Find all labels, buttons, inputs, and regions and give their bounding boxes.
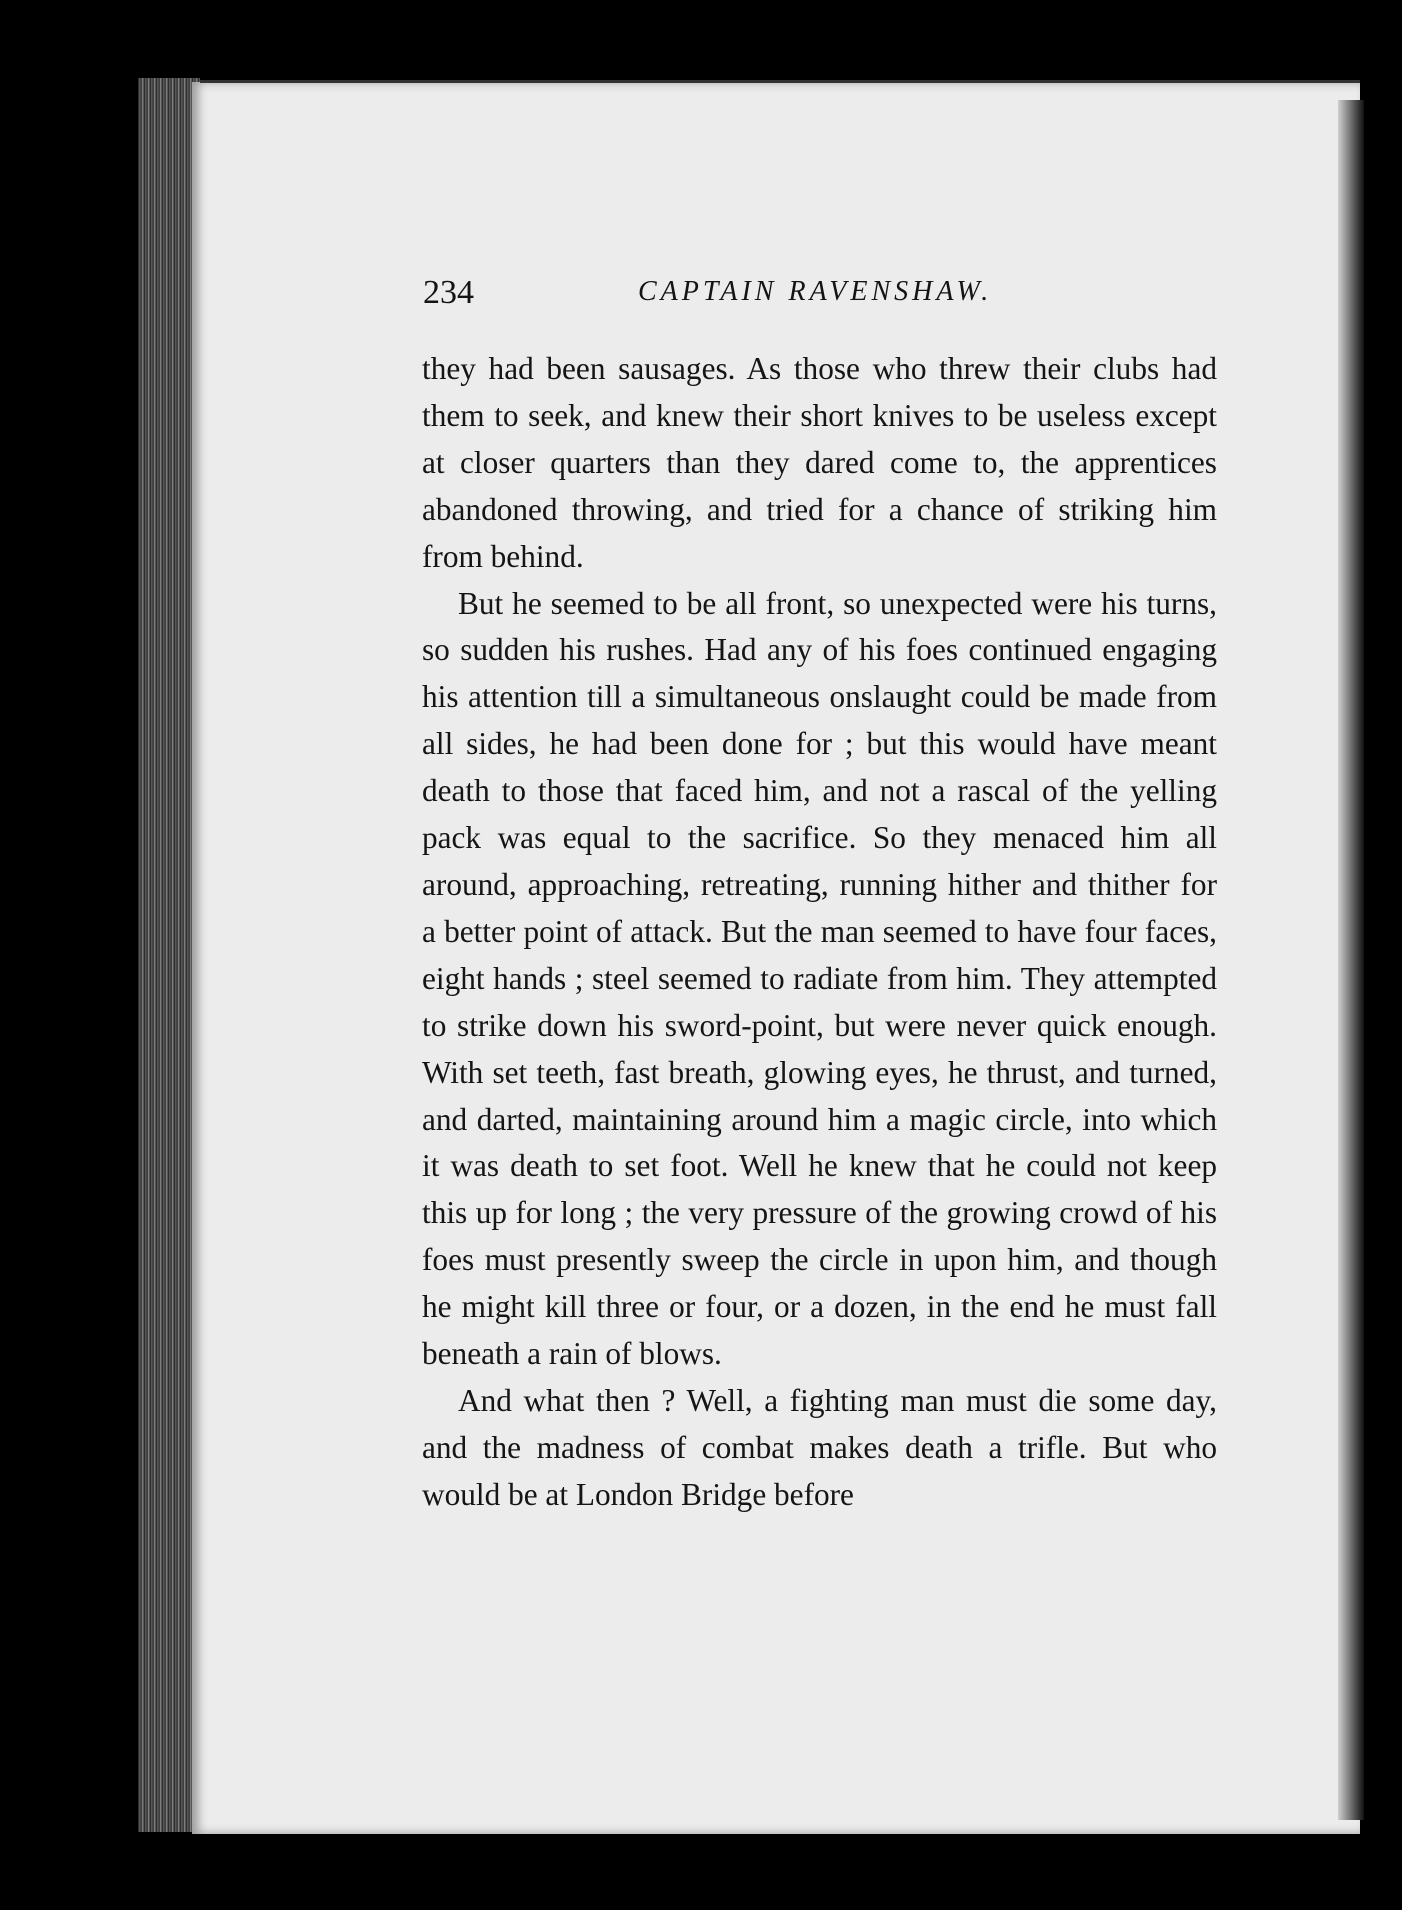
paragraph: But he seemed to be all front, so unexpected were his turns, so sudden his rushes. Had any of his foes continued engaging his attention till a simultaneous onslaught could be made from all sides, he had been done for ; but this would have meant death to those that faced him, and not a rascal of the yelling pack was equal to the sacrifice. So they menaced him all around, approaching, retreating, running hither and thither for a better point of attack. But the man seemed to have four faces, eight hands ; steel seemed to radiate from him. They attempted to strike down his sword-point, but were never quick enough. With set teeth, fast breath, glowing eyes, he thrust, and turned, and darted, maintaining around him a magic circle, into which it was death to set foot. Well he knew that he could not keep this up for long ; the very pressure of the growing crowd of his foes must presently sweep the circle in upon him, and though he might kill three or four, or a dozen, in the end he must fall beneath a rain of blows. — [422, 585, 1217, 1372]
body-text — [422, 346, 1217, 1519]
page-top-edge — [200, 80, 1360, 83]
paragraph: And what then ? Well, a fighting man must die some day, and the madness of combat makes death a trifle. But who would be at London Bridge before — [422, 1382, 1217, 1512]
running-title: CAPTAIN RAVENSHAW. — [638, 276, 993, 307]
book-gutter-shadow — [1338, 100, 1364, 1820]
paragraph-continuation: they had been sausages. As those who threw their clubs had them to seek, and knew their short knives to be useless except at closer quarters than they dared come to, the apprentices abandoned throwing, and tried for a chance of striking him from behind. — [422, 351, 1217, 574]
page-number: 234 — [423, 274, 474, 311]
page-header — [423, 274, 1223, 314]
book-page-edges — [138, 78, 200, 1832]
